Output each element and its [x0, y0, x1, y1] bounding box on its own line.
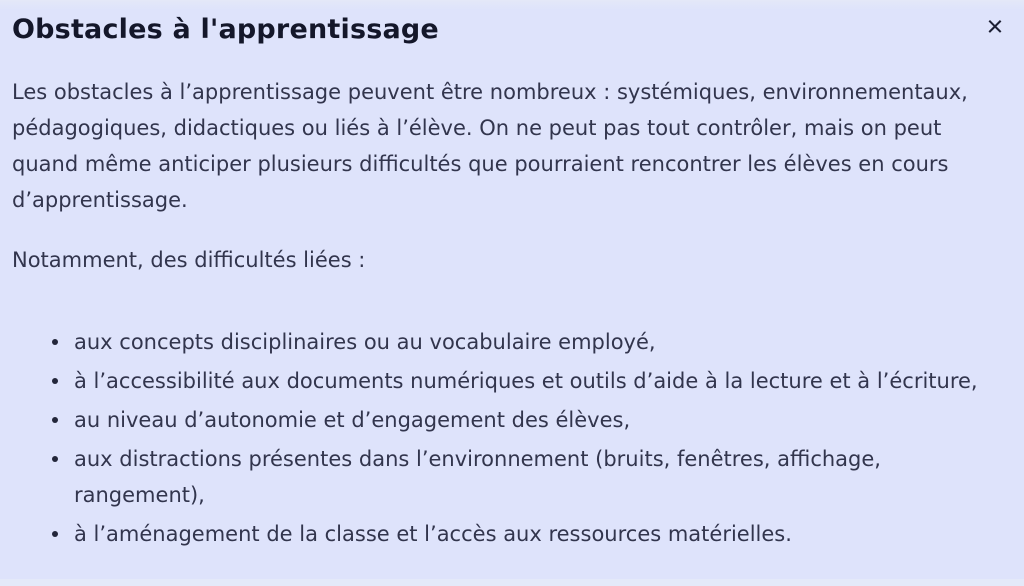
modal-body [0, 74, 1024, 552]
difficulties-list [12, 324, 984, 552]
list-item: à l’accessibilité aux documents numériques et outils d’aide à la lecture et à l’écriture, [74, 363, 984, 399]
modal-header [0, 0, 1024, 46]
close-icon: × [986, 10, 1004, 43]
modal-title: Obstacles à l'apprentissage [12, 14, 439, 45]
list-item: au niveau d’autonomie et d’engagement des élèves, [74, 402, 984, 438]
close-button[interactable] [976, 8, 1014, 46]
intro-paragraph: Les obstacles à l’apprentissage peuvent être nombreux : systémiques, environnementaux, pédagogiques, didactiques ou liés à l’élève. On ne peut pas tout contrôler, mais on peut quand même anticiper plusieurs difficultés que pourraient rencontrer les élèves en cours d’apprentissage. [12, 80, 968, 212]
list-item: aux concepts disciplinaires ou au vocabulaire employé, [74, 324, 984, 360]
list-item: aux distractions présentes dans l’environnement (bruits, fenêtres, affichage, rangement), [74, 441, 984, 513]
bottom-edge-strip [0, 579, 1024, 586]
list-intro: Notamment, des difficultés liées : [12, 248, 366, 272]
list-item: à l’aménagement de la classe et l’accès aux ressources matérielles. [74, 516, 984, 552]
